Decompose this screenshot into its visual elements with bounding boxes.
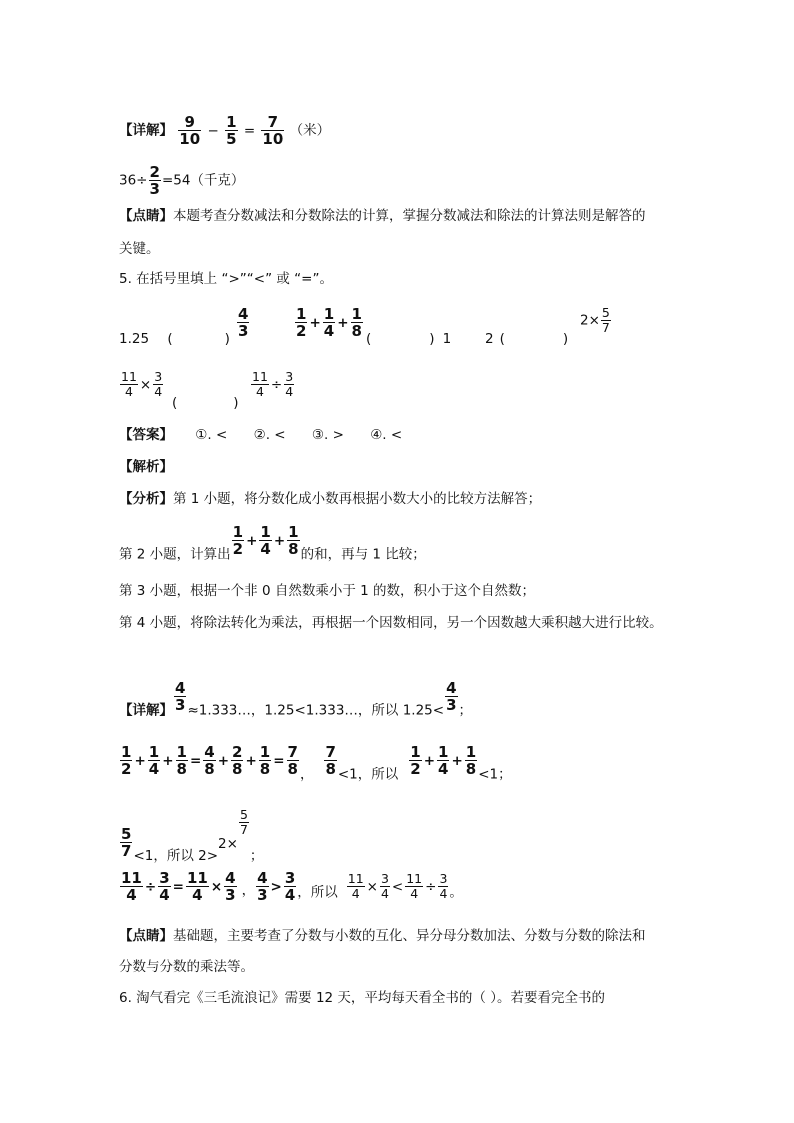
q5-p4-right: $\frac{11}{4}$ ÷ $\frac{3}{4}$	[252, 369, 294, 399]
q5-p1-frac: $\frac{4}{3}$	[238, 305, 249, 340]
q6-text: 6. 淘气看完《三毛流浪记》需要 12 天，平均每天看全书的（ ）。若要看完全书的	[119, 990, 605, 1006]
q5-p2-right: ( ) 1	[366, 331, 452, 347]
q5-analysis-label: 【解析】	[119, 459, 173, 475]
q5-detail-1: 【详解】 $\frac{4}{3}$ ≈1.333…，1.25<1.333…，所以 1.25< $\frac{4}{3}$ ；	[119, 679, 473, 719]
q4-line2: 36÷ $\frac{2}{3}$ =54（千克）	[119, 163, 245, 198]
q5-p4-left: $\frac{11}{4}$ × $\frac{3}{4}$	[121, 369, 163, 399]
q5-analysis-3: 第 3 小题，根据一个非 0 自然数乘小于 1 的数，积小于这个自然数；	[119, 583, 536, 599]
q4-comment-2: 关键。	[119, 241, 160, 257]
q5-detail-4: $\frac{11}{4}$ ÷ $\frac{3}{4}$ = $\frac{11}{4}$ × $\frac{4}{3}$ ， $\frac{4}{3}$ > $\frac{3}{4}$ ，所以 $\frac{11}{4}$ × $\frac{3}{4}$ < $\frac{11}{4}$ ÷ $\frac{3}{4}$ 。	[121, 869, 463, 904]
q5-comment: 【点睛】基础题，主要考查了分数与小数的互化、异分母分数加法、分数与分数的除法和	[119, 928, 646, 944]
q5-analysis-1: 【分析】第 1 小题，将分数化成小数再根据小数大小的比较方法解答；	[119, 491, 542, 507]
q5-title: 5. 在括号里填上 “>”“<” 或 “=”。	[119, 271, 333, 287]
q5-p1-left: 1.25 ( )	[119, 331, 230, 347]
unit-text: （米）	[289, 122, 331, 139]
q5-analysis-2: 第 2 小题，计算出 $\frac{1}{2}$ + $\frac{1}{4}$ + $\frac{1}{8}$ 的和，再与 1 比较；	[119, 523, 426, 563]
detail-label: 【详解】	[119, 122, 173, 139]
q5-p3-left: 2 ( )	[485, 331, 569, 347]
q5-detail-2: $\frac{1}{2}$ + $\frac{1}{4}$ + $\frac{1}{8}$ = $\frac{4}{8}$ + $\frac{2}{8}$ + $\frac{1}{8}$ = $\frac{7}{8}$ ， $\frac{7}{8}$ <1，所以 $\frac{1}{2}$ + $\frac{1}{4}$ + $\frac{1}{8}$ <1；	[121, 743, 512, 783]
fraction-2-3: $\frac{2}{3}$	[149, 163, 160, 198]
q5-p3-right: 2× $\frac{5}{7}$	[580, 305, 610, 335]
q5-p2-expr: $\frac{1}{2}$ + $\frac{1}{4}$ + $\frac{1}{8}$	[296, 305, 362, 340]
q5-answer: 【答案】 ①. < ②. < ③. > ④. <	[119, 427, 403, 443]
q5-comment-2: 分数与分数的乘法等。	[119, 959, 254, 975]
q5-analysis-4: 第 4 小题，将除法转化为乘法，再根据一个因数相同，另一个因数越大乘积越大进行比较。	[119, 615, 663, 631]
q5-p4-paren: ( )	[172, 395, 239, 411]
q4-detail-line: 【详解】 $\frac{9}{10}$ − $\frac{1}{5}$ = $\frac{7}{10}$ （米）	[119, 113, 331, 148]
fraction-1-5: $\frac{1}{5}$	[226, 113, 237, 148]
fraction-9-10: $\frac{9}{10}$	[179, 113, 201, 148]
q5-detail-3: $\frac{5}{7}$ <1，所以 2>2× $\frac{5}{7}$ ；	[121, 807, 264, 864]
fraction-7-10: $\frac{7}{10}$	[262, 113, 284, 148]
q4-comment: 【点睛】本题考查分数减法和分数除法的计算，掌握分数减法和除法的计算法则是解答的	[119, 208, 646, 224]
